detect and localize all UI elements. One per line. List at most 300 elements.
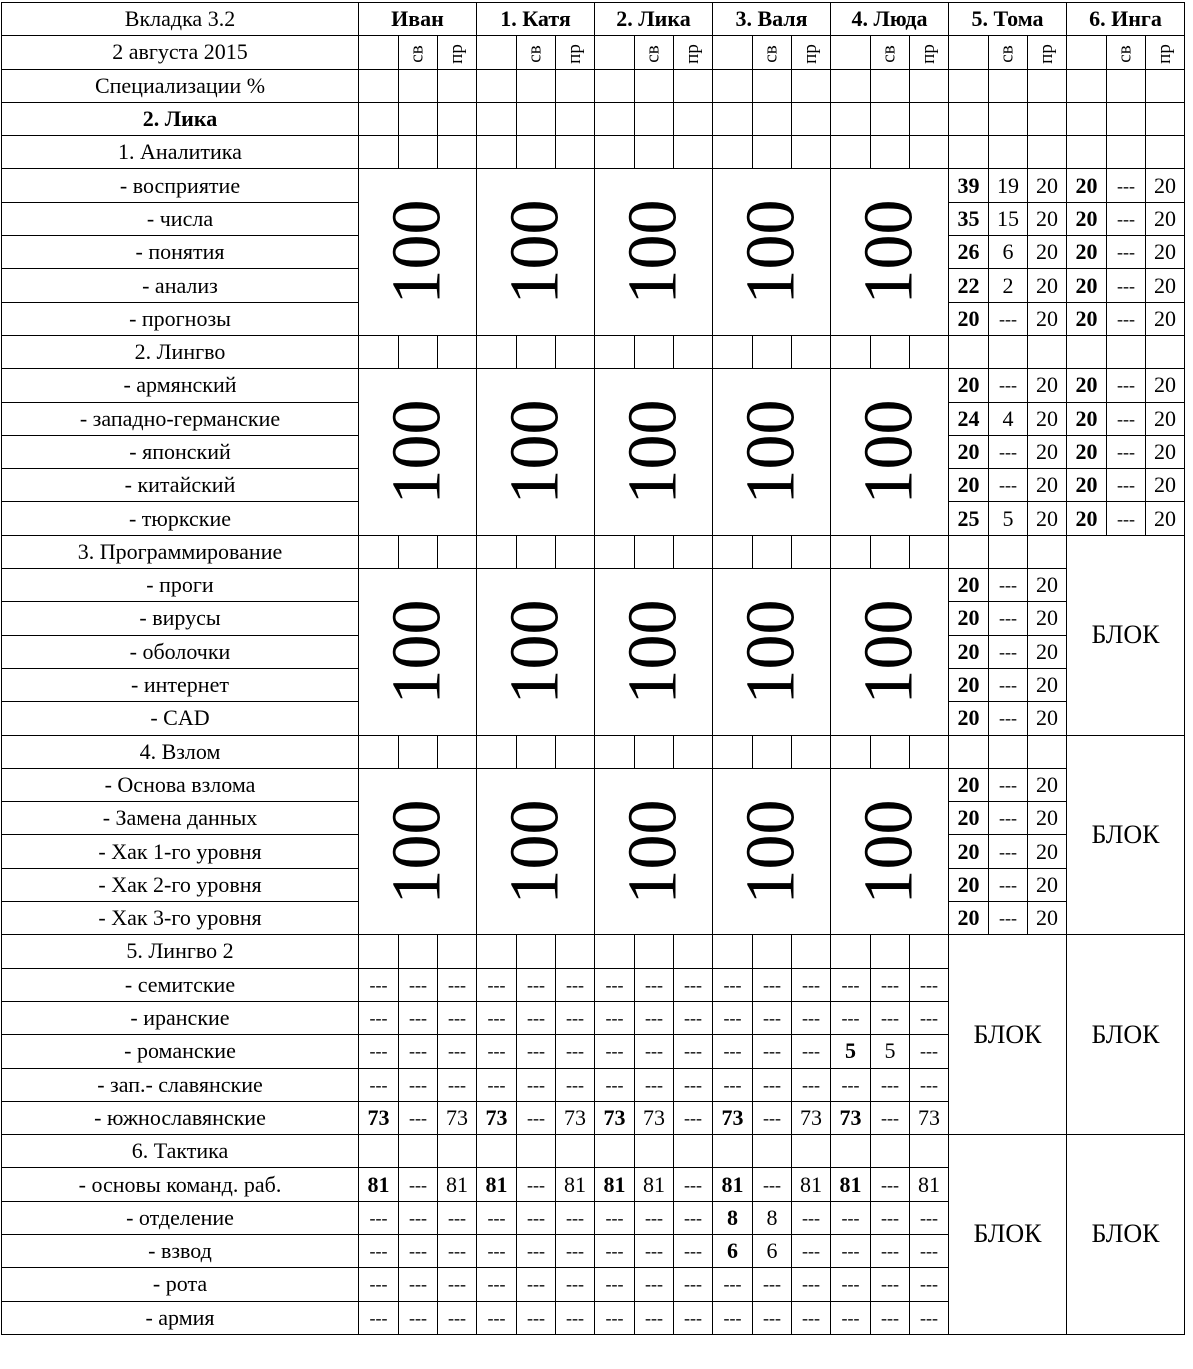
value-cell: 20 <box>1067 269 1107 302</box>
value-cell: 20 <box>1028 802 1067 835</box>
empty-cell <box>1107 69 1146 102</box>
value-cell: 20 <box>1028 502 1067 535</box>
value-cell: --- <box>713 968 753 1001</box>
skill-label: - тюркские <box>2 502 359 535</box>
empty-cell <box>556 136 595 169</box>
full-value <box>713 169 831 335</box>
value-cell: --- <box>399 1201 438 1234</box>
empty-cell <box>674 102 713 135</box>
table-row <box>2 3 1185 36</box>
value-cell: 24 <box>949 402 989 435</box>
subcol-sv <box>399 36 438 69</box>
value-cell: --- <box>399 968 438 1001</box>
empty-cell <box>1028 735 1067 768</box>
value-cell: 6 <box>713 1234 753 1267</box>
subcol-sv <box>1107 36 1146 69</box>
empty-cell <box>831 136 871 169</box>
value-cell: --- <box>792 1035 831 1068</box>
value-cell: 81 <box>792 1168 831 1201</box>
skill-label: - иранские <box>2 1001 359 1034</box>
value-cell: --- <box>792 1068 831 1101</box>
value-cell: --- <box>517 1068 556 1101</box>
value-cell: 20 <box>949 768 989 801</box>
value-cell: --- <box>556 1068 595 1101</box>
value-cell: --- <box>595 1001 635 1034</box>
value-cell: 20 <box>1146 302 1185 335</box>
value-cell: 20 <box>1028 868 1067 901</box>
empty-cell <box>438 335 477 368</box>
empty-cell <box>1146 102 1185 135</box>
skill-label: - западно-германские <box>2 402 359 435</box>
value-cell: --- <box>517 1201 556 1234</box>
empty-cell <box>792 535 831 568</box>
value-cell: --- <box>753 1035 792 1068</box>
value-cell: 81 <box>595 1168 635 1201</box>
value-cell: 20 <box>1028 169 1067 202</box>
value-cell: --- <box>792 1268 831 1301</box>
value-cell: 20 <box>1028 202 1067 235</box>
full-value <box>477 569 595 735</box>
empty-cell <box>792 935 831 968</box>
value-cell: --- <box>871 1268 910 1301</box>
value-cell: --- <box>438 1068 477 1101</box>
value-cell: 20 <box>1067 369 1107 402</box>
cell-text: св <box>879 45 900 64</box>
empty-cell <box>635 102 674 135</box>
empty-cell <box>792 735 831 768</box>
value-cell: --- <box>477 1068 517 1101</box>
value-cell: --- <box>989 435 1028 468</box>
skills-table <box>1 2 1185 1335</box>
subcol-pr <box>438 36 477 69</box>
cell-text: пр <box>917 44 939 65</box>
value-cell: 20 <box>949 835 989 868</box>
empty-cell <box>753 102 792 135</box>
value-cell: 81 <box>910 1168 949 1201</box>
empty-cell <box>477 735 517 768</box>
empty-cell <box>438 136 477 169</box>
empty-cell <box>713 1135 753 1168</box>
empty-cell <box>477 36 517 69</box>
group-title: 6. Тактика <box>2 1135 359 1168</box>
value-cell: --- <box>556 968 595 1001</box>
full-value-text: 100 <box>496 399 574 505</box>
empty-cell <box>949 735 989 768</box>
value-cell: --- <box>477 1268 517 1301</box>
value-cell: 20 <box>949 802 989 835</box>
value-cell: --- <box>753 1101 792 1134</box>
empty-cell <box>359 735 399 768</box>
table-row <box>2 735 1185 768</box>
person-header: 2. Лика <box>595 3 713 36</box>
full-value-text: 100 <box>496 799 574 905</box>
value-cell: --- <box>595 1068 635 1101</box>
full-value-text: 100 <box>850 399 928 505</box>
empty-cell <box>949 335 989 368</box>
value-cell: --- <box>438 1301 477 1334</box>
empty-cell <box>595 735 635 768</box>
skill-label: - анализ <box>2 269 359 302</box>
value-cell: 81 <box>477 1168 517 1201</box>
value-cell: --- <box>713 1001 753 1034</box>
value-cell: --- <box>438 1234 477 1267</box>
empty-cell <box>635 136 674 169</box>
empty-cell <box>989 69 1028 102</box>
value-cell: 20 <box>949 902 989 935</box>
full-value <box>713 369 831 535</box>
value-cell: --- <box>635 1268 674 1301</box>
value-cell: --- <box>517 1168 556 1201</box>
empty-cell <box>753 69 792 102</box>
skill-label: - армия <box>2 1301 359 1334</box>
empty-cell <box>399 69 438 102</box>
value-cell: 20 <box>1146 469 1185 502</box>
group-title: 3. Программирование <box>2 535 359 568</box>
table-row <box>2 768 1185 801</box>
value-cell: --- <box>831 1068 871 1101</box>
value-cell: --- <box>438 1201 477 1234</box>
value-cell: 20 <box>1067 236 1107 269</box>
full-value <box>595 369 713 535</box>
skill-label: - оболочки <box>2 635 359 668</box>
value-cell: 73 <box>477 1101 517 1134</box>
full-value <box>831 169 949 335</box>
value-cell: --- <box>674 1168 713 1201</box>
full-value-text: 100 <box>378 599 456 705</box>
empty-cell <box>910 69 949 102</box>
table-row <box>2 136 1185 169</box>
value-cell: --- <box>831 1301 871 1334</box>
full-value <box>359 369 477 535</box>
empty-cell <box>753 735 792 768</box>
value-cell: 20 <box>1146 236 1185 269</box>
empty-cell <box>1067 102 1107 135</box>
full-value-text: 100 <box>732 199 810 305</box>
empty-cell <box>399 935 438 968</box>
empty-cell <box>399 136 438 169</box>
full-value-text: 100 <box>850 199 928 305</box>
empty-cell <box>399 535 438 568</box>
full-value-text: 100 <box>378 199 456 305</box>
skill-label: - романские <box>2 1035 359 1068</box>
empty-cell <box>556 1135 595 1168</box>
value-cell: 81 <box>713 1168 753 1201</box>
value-cell: --- <box>635 968 674 1001</box>
empty-cell <box>792 335 831 368</box>
empty-cell <box>438 1135 477 1168</box>
value-cell: 20 <box>1067 302 1107 335</box>
cell-text: св <box>761 45 782 64</box>
empty-cell <box>477 102 517 135</box>
empty-cell <box>949 36 989 69</box>
value-cell: --- <box>753 1301 792 1334</box>
block-cell: БЛОК <box>1067 735 1185 935</box>
value-cell: --- <box>1107 369 1146 402</box>
value-cell: 20 <box>1146 202 1185 235</box>
group-title: 1. Аналитика <box>2 136 359 169</box>
empty-cell <box>556 69 595 102</box>
group-title: 5. Лингво 2 <box>2 935 359 968</box>
full-value-text: 100 <box>614 199 692 305</box>
empty-cell <box>910 535 949 568</box>
subcol-sv <box>517 36 556 69</box>
value-cell: 20 <box>1067 469 1107 502</box>
value-cell: --- <box>989 635 1028 668</box>
value-cell: 20 <box>1146 169 1185 202</box>
empty-cell <box>399 735 438 768</box>
empty-cell <box>399 1135 438 1168</box>
value-cell: 20 <box>1028 835 1067 868</box>
value-cell: 73 <box>910 1101 949 1134</box>
empty-cell <box>713 735 753 768</box>
empty-cell <box>910 102 949 135</box>
value-cell: --- <box>871 1201 910 1234</box>
empty-cell <box>949 136 989 169</box>
empty-cell <box>792 102 831 135</box>
empty-cell <box>359 102 399 135</box>
value-cell: 5 <box>871 1035 910 1068</box>
value-cell: --- <box>753 1268 792 1301</box>
full-value-text: 100 <box>496 599 574 705</box>
value-cell: --- <box>753 1068 792 1101</box>
value-cell: 20 <box>949 302 989 335</box>
value-cell: --- <box>517 1234 556 1267</box>
empty-cell <box>871 136 910 169</box>
value-cell: 20 <box>1067 402 1107 435</box>
full-value-text: 100 <box>378 799 456 905</box>
skill-label: - зап.- славянские <box>2 1068 359 1101</box>
value-cell: 26 <box>949 236 989 269</box>
empty-cell <box>674 935 713 968</box>
value-cell: --- <box>399 1301 438 1334</box>
value-cell: --- <box>674 1001 713 1034</box>
value-cell: --- <box>517 1035 556 1068</box>
value-cell: 20 <box>949 635 989 668</box>
value-cell: 8 <box>753 1201 792 1234</box>
empty-cell <box>556 735 595 768</box>
skill-label: - интернет <box>2 668 359 701</box>
value-cell: 15 <box>989 202 1028 235</box>
empty-cell <box>1107 335 1146 368</box>
empty-cell <box>713 535 753 568</box>
value-cell: --- <box>399 1168 438 1201</box>
subcol-pr <box>674 36 713 69</box>
empty-cell <box>556 335 595 368</box>
empty-cell <box>949 102 989 135</box>
value-cell: 20 <box>949 868 989 901</box>
empty-cell <box>438 102 477 135</box>
skill-label: - отделение <box>2 1201 359 1234</box>
full-value <box>359 169 477 335</box>
cell-text: св <box>1115 45 1136 64</box>
empty-cell <box>477 335 517 368</box>
value-cell: --- <box>792 968 831 1001</box>
subcol-pr <box>1146 36 1185 69</box>
value-cell: --- <box>517 1101 556 1134</box>
full-value-text: 100 <box>496 199 574 305</box>
empty-cell <box>517 935 556 968</box>
value-cell: --- <box>910 1001 949 1034</box>
value-cell: 20 <box>1028 236 1067 269</box>
value-cell: --- <box>792 1234 831 1267</box>
empty-cell <box>556 102 595 135</box>
full-value-text: 100 <box>614 599 692 705</box>
person-header: 3. Валя <box>713 3 831 36</box>
value-cell: --- <box>674 1268 713 1301</box>
value-cell: --- <box>399 1268 438 1301</box>
empty-cell <box>753 335 792 368</box>
value-cell: 20 <box>1028 369 1067 402</box>
value-cell: --- <box>399 1035 438 1068</box>
empty-cell <box>635 335 674 368</box>
empty-cell <box>595 69 635 102</box>
value-cell: 73 <box>438 1101 477 1134</box>
empty-cell <box>359 36 399 69</box>
value-cell: --- <box>635 1234 674 1267</box>
value-cell: --- <box>359 1234 399 1267</box>
empty-cell <box>595 36 635 69</box>
value-cell: --- <box>359 1201 399 1234</box>
empty-cell <box>871 102 910 135</box>
empty-cell <box>517 136 556 169</box>
empty-cell <box>713 335 753 368</box>
table-row <box>2 335 1185 368</box>
empty-cell <box>792 136 831 169</box>
empty-cell <box>359 935 399 968</box>
value-cell: --- <box>359 1301 399 1334</box>
value-cell: 73 <box>556 1101 595 1134</box>
empty-cell <box>831 69 871 102</box>
empty-cell <box>713 69 753 102</box>
value-cell: --- <box>674 1301 713 1334</box>
empty-cell <box>871 1135 910 1168</box>
value-cell: --- <box>1107 169 1146 202</box>
value-cell: --- <box>1107 269 1146 302</box>
block-cell: БЛОК <box>949 1135 1067 1335</box>
empty-cell <box>831 335 871 368</box>
empty-cell <box>1028 535 1067 568</box>
value-cell: --- <box>399 1001 438 1034</box>
value-cell: --- <box>674 1068 713 1101</box>
block-cell: БЛОК <box>1067 935 1185 1135</box>
value-cell: --- <box>556 1035 595 1068</box>
empty-cell <box>1107 102 1146 135</box>
skill-label: - Хак 2-го уровня <box>2 868 359 901</box>
empty-cell <box>674 335 713 368</box>
cell-text: пр <box>799 44 821 65</box>
empty-cell <box>517 69 556 102</box>
subcol-pr <box>556 36 595 69</box>
value-cell: --- <box>989 768 1028 801</box>
value-cell: --- <box>989 902 1028 935</box>
value-cell: 5 <box>989 502 1028 535</box>
empty-cell <box>910 1135 949 1168</box>
section-label: 2. Лика <box>2 102 359 135</box>
value-cell: --- <box>871 1234 910 1267</box>
value-cell: --- <box>556 1201 595 1234</box>
value-cell: --- <box>753 1168 792 1201</box>
value-cell: --- <box>517 1268 556 1301</box>
value-cell: 20 <box>1067 502 1107 535</box>
subcol-pr <box>1028 36 1067 69</box>
skill-label: - вирусы <box>2 602 359 635</box>
value-cell: 2 <box>989 269 1028 302</box>
table-row <box>2 169 1185 202</box>
skill-label: - рота <box>2 1268 359 1301</box>
value-cell: 20 <box>1028 302 1067 335</box>
value-cell: --- <box>595 1301 635 1334</box>
empty-cell <box>359 69 399 102</box>
value-cell: 20 <box>1028 569 1067 602</box>
value-cell: 4 <box>989 402 1028 435</box>
full-value <box>595 169 713 335</box>
spec-label: Специализации % <box>2 69 359 102</box>
value-cell: --- <box>477 1301 517 1334</box>
value-cell: --- <box>556 1234 595 1267</box>
empty-cell <box>713 136 753 169</box>
empty-cell <box>792 1135 831 1168</box>
person-header: 4. Люда <box>831 3 949 36</box>
full-value <box>359 768 477 934</box>
skill-label: - китайский <box>2 469 359 502</box>
empty-cell <box>713 935 753 968</box>
empty-cell <box>1028 102 1067 135</box>
empty-cell <box>753 1135 792 1168</box>
value-cell: --- <box>477 1035 517 1068</box>
value-cell: --- <box>871 1301 910 1334</box>
value-cell: --- <box>438 1001 477 1034</box>
value-cell: 73 <box>595 1101 635 1134</box>
table-row <box>2 535 1185 568</box>
empty-cell <box>595 335 635 368</box>
empty-cell <box>713 36 753 69</box>
empty-cell <box>438 69 477 102</box>
value-cell: --- <box>674 968 713 1001</box>
value-cell: --- <box>595 968 635 1001</box>
value-cell: 20 <box>1028 768 1067 801</box>
empty-cell <box>517 335 556 368</box>
skill-label: - числа <box>2 202 359 235</box>
value-cell: 20 <box>1028 602 1067 635</box>
value-cell: --- <box>556 1001 595 1034</box>
subcol-sv <box>753 36 792 69</box>
empty-cell <box>753 935 792 968</box>
block-cell: БЛОК <box>949 935 1067 1135</box>
empty-cell <box>753 136 792 169</box>
value-cell: --- <box>359 1035 399 1068</box>
value-cell: --- <box>713 1068 753 1101</box>
empty-cell <box>399 102 438 135</box>
empty-cell <box>1067 335 1107 368</box>
empty-cell <box>477 935 517 968</box>
empty-cell <box>674 535 713 568</box>
table-row <box>2 36 1185 69</box>
empty-cell <box>595 136 635 169</box>
value-cell: --- <box>359 968 399 1001</box>
value-cell: 20 <box>1028 902 1067 935</box>
skill-label: - прогнозы <box>2 302 359 335</box>
value-cell: --- <box>831 1234 871 1267</box>
value-cell: 81 <box>556 1168 595 1201</box>
empty-cell <box>674 69 713 102</box>
value-cell: --- <box>1107 236 1146 269</box>
full-value <box>831 569 949 735</box>
full-value <box>713 569 831 735</box>
person-header: 1. Катя <box>477 3 595 36</box>
full-value-text: 100 <box>732 799 810 905</box>
value-cell: --- <box>871 1101 910 1134</box>
empty-cell <box>477 136 517 169</box>
